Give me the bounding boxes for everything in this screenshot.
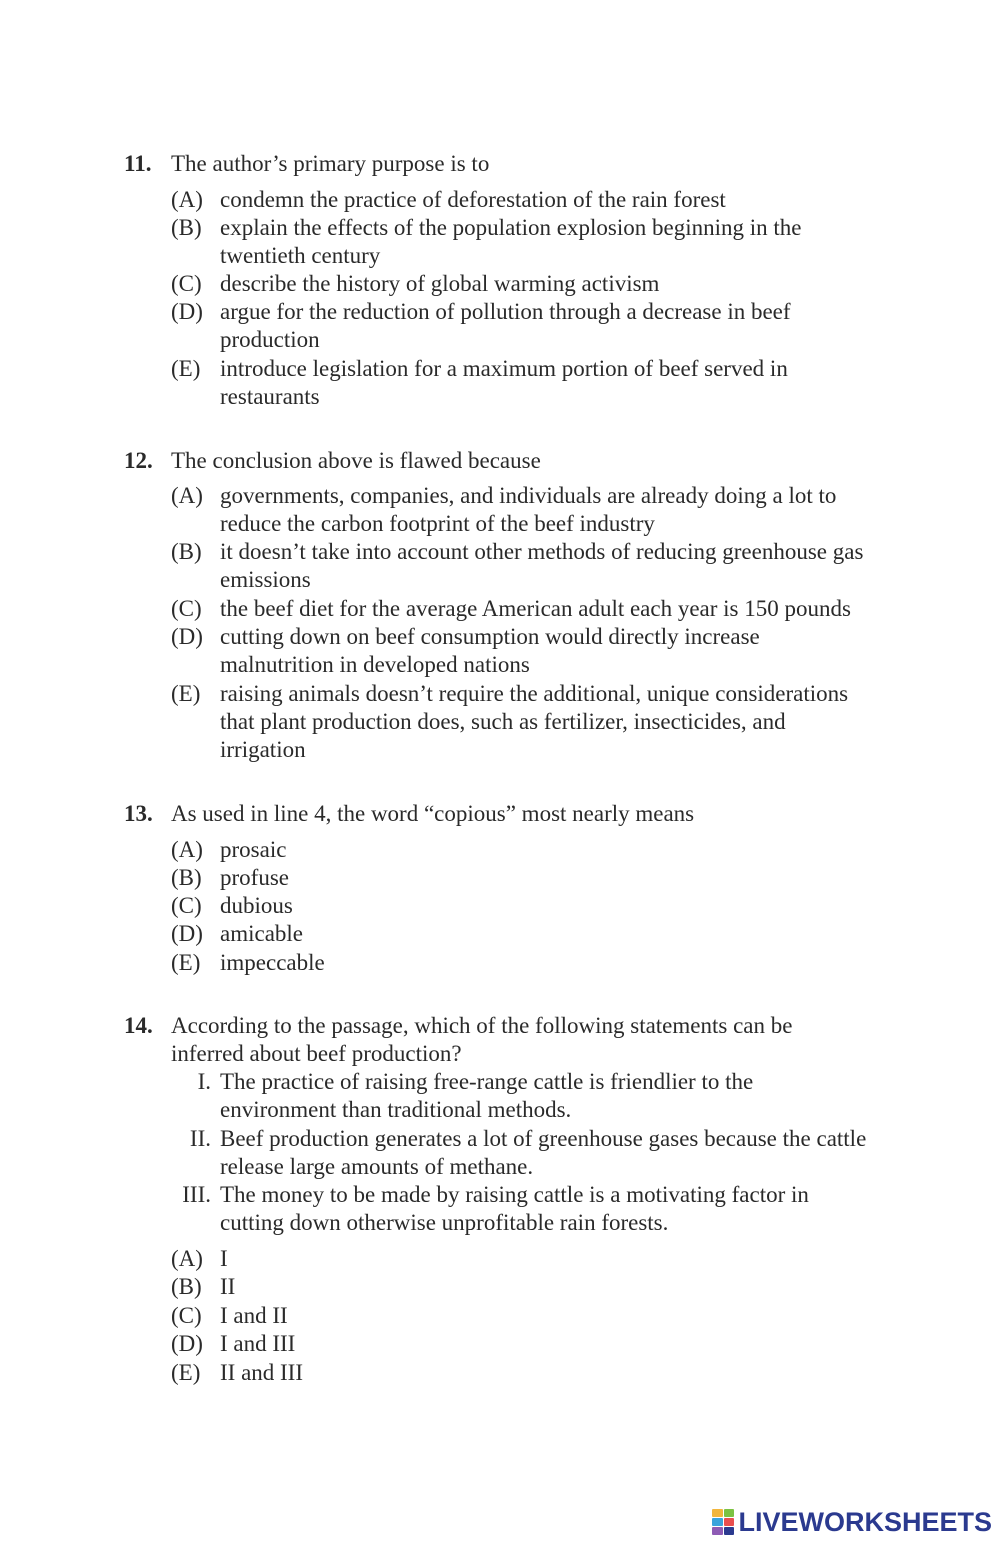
- option-text: [220, 949, 900, 977]
- option-text-line: emissions: [220, 567, 311, 592]
- option-letter: (E): [171, 950, 201, 975]
- option-text-line: production: [220, 327, 320, 352]
- option-letter: (D): [171, 921, 203, 946]
- option-text: [220, 214, 900, 270]
- logo-block: [712, 1509, 723, 1517]
- option-text-line: the beef diet for the average American adult each year is 150 pounds: [220, 596, 851, 621]
- option-letter: (D): [171, 1331, 203, 1356]
- option-letter: (D): [171, 624, 203, 649]
- option-text-line: amicable: [220, 921, 304, 946]
- option-text: [220, 836, 900, 864]
- option-text: [220, 270, 900, 298]
- statement-text: [220, 1181, 900, 1237]
- option-letter: (C): [171, 893, 202, 918]
- option-text-line: I: [220, 1246, 228, 1271]
- logo-block: [724, 1509, 735, 1517]
- option-text-line: argue for the reduction of pollution through a decrease in beef: [220, 299, 791, 324]
- question-number: 11.: [124, 151, 152, 176]
- question-text-line: According to the passage, which of the following statements can be: [171, 1013, 793, 1038]
- option-letter: (E): [171, 356, 201, 381]
- option-text-line: reduce the carbon footprint of the beef industry: [220, 511, 655, 536]
- liveworksheets-logo[interactable]: [712, 1506, 992, 1538]
- liveworksheets-logo-icon: [712, 1509, 734, 1535]
- option-text: [220, 1302, 900, 1330]
- option-text: [220, 1359, 900, 1387]
- option-text: [220, 482, 900, 538]
- option-text-line: impeccable: [220, 950, 325, 975]
- option-letter: (B): [171, 865, 202, 890]
- option-text-line: profuse: [220, 865, 289, 890]
- option-letter: (E): [171, 681, 201, 706]
- statement-text-line: Beef production generates a lot of greenhouse gases because the cattle: [220, 1126, 867, 1151]
- option-text-line: irrigation: [220, 737, 306, 762]
- option-text-line: II and III: [220, 1360, 304, 1385]
- option-text-line: II: [220, 1274, 236, 1299]
- statement-text-line: cutting down otherwise unprofitable rain forests.: [220, 1210, 669, 1235]
- option-letter: (E): [171, 1360, 201, 1385]
- option-text: [220, 892, 900, 920]
- option-letter: (B): [171, 215, 202, 240]
- option-text-line: condemn the practice of deforestation of the rain forest: [220, 187, 726, 212]
- option-text: [220, 623, 900, 679]
- option-text: [220, 864, 900, 892]
- option-text: [220, 595, 900, 623]
- question-text: The conclusion above is flawed because: [171, 448, 541, 473]
- question-number: 13.: [124, 801, 153, 826]
- option-text-line: explain the effects of the population explosion beginning in the: [220, 215, 802, 240]
- option-letter: (A): [171, 1246, 203, 1271]
- option-text-line: dubious: [220, 893, 293, 918]
- option-letter: (B): [171, 539, 202, 564]
- statement-numeral: II.: [189, 1126, 211, 1151]
- option-text-line: it doesn’t take into account other methods of reducing greenhouse gas: [220, 539, 864, 564]
- option-text-line: malnutrition in developed nations: [220, 652, 530, 677]
- option-text: [220, 1330, 900, 1358]
- option-letter: (C): [171, 596, 202, 621]
- option-text-line: restaurants: [220, 384, 320, 409]
- statement-numeral: III.: [182, 1182, 211, 1207]
- option-text: [220, 1273, 900, 1301]
- option-text-line: cutting down on beef consumption would directly increase: [220, 624, 760, 649]
- option-letter: (A): [171, 187, 203, 212]
- question-text: The author’s primary purpose is to: [171, 151, 490, 176]
- option-text: [220, 680, 900, 764]
- option-text-line: raising animals doesn’t require the additional, unique considerations: [220, 681, 849, 706]
- statement-text-line: environment than traditional methods.: [220, 1097, 572, 1122]
- question-number: 12.: [124, 448, 153, 473]
- logo-block: [712, 1527, 723, 1535]
- logo-block: [712, 1518, 723, 1526]
- statement-text: [220, 1125, 900, 1181]
- question-text-line: inferred about beef production?: [171, 1041, 462, 1066]
- logo-block: [724, 1518, 735, 1526]
- option-text-line: governments, companies, and individuals are already doing a lot to: [220, 483, 837, 508]
- option-text-line: prosaic: [220, 837, 287, 862]
- option-text: [220, 298, 900, 354]
- option-text: [220, 920, 900, 948]
- option-letter: (A): [171, 483, 203, 508]
- option-letter: (D): [171, 299, 203, 324]
- option-text: [220, 355, 900, 411]
- question-number: 14.: [124, 1013, 153, 1038]
- question-text: As used in line 4, the word “copious” most nearly means: [171, 801, 695, 826]
- option-text: [220, 1245, 900, 1273]
- logo-block: [724, 1527, 735, 1535]
- statement-numeral: I.: [197, 1069, 211, 1094]
- option-text-line: I and III: [220, 1331, 296, 1356]
- question-text: [171, 1012, 792, 1068]
- option-letter: (B): [171, 1274, 202, 1299]
- option-text: [220, 186, 900, 214]
- statement-text: [220, 1068, 900, 1124]
- statement-text-line: release large amounts of methane.: [220, 1154, 534, 1179]
- option-text-line: that plant production does, such as fertilizer, insecticides, and: [220, 709, 786, 734]
- logo-text: LIVEWORKSHEETS: [738, 1506, 992, 1537]
- option-text-line: twentieth century: [220, 243, 381, 268]
- statement-text-line: The money to be made by raising cattle is a motivating factor in: [220, 1182, 809, 1207]
- option-letter: (C): [171, 271, 202, 296]
- option-text-line: describe the history of global warming activism: [220, 271, 660, 296]
- option-text: [220, 538, 900, 594]
- statement-text-line: The practice of raising free-range cattle is friendlier to the: [220, 1069, 754, 1094]
- option-text-line: introduce legislation for a maximum portion of beef served in: [220, 356, 788, 381]
- option-text-line: I and II: [220, 1303, 288, 1328]
- option-letter: (C): [171, 1303, 202, 1328]
- option-letter: (A): [171, 837, 203, 862]
